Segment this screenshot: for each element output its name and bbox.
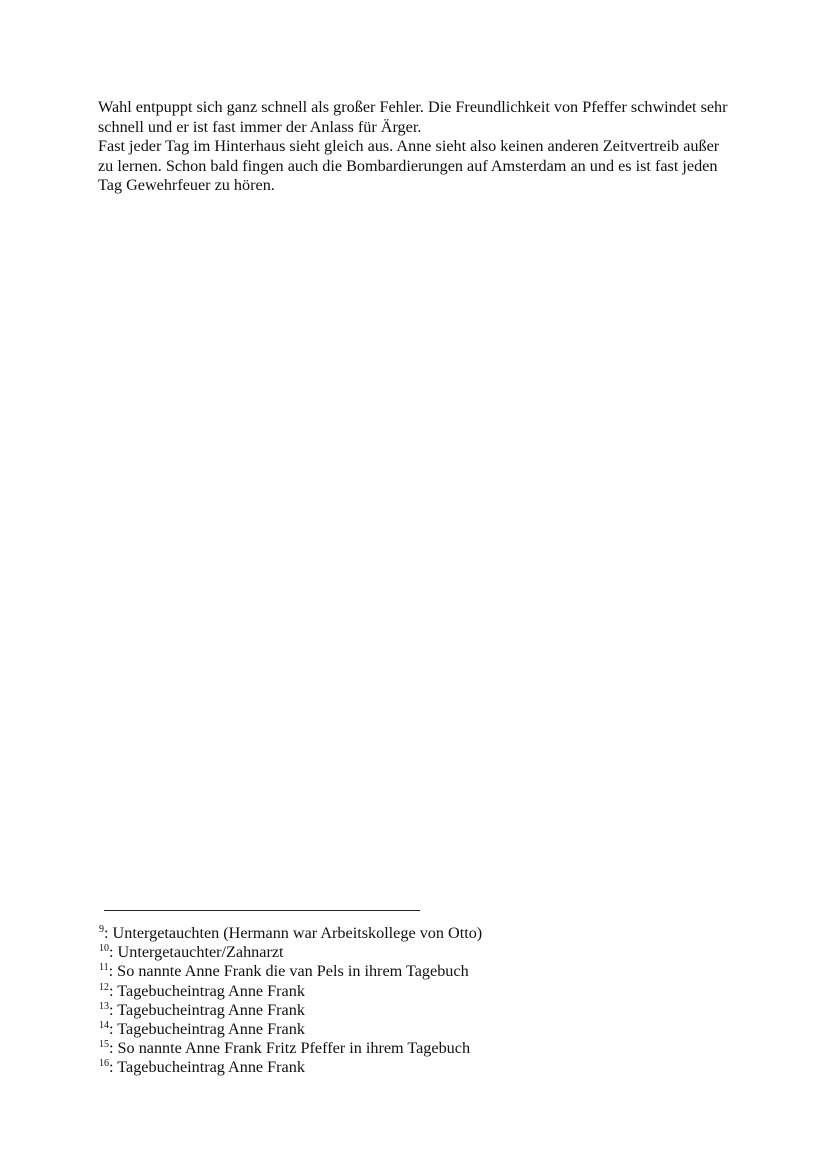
footnote-text: : Tagebucheintrag Anne Frank xyxy=(109,981,305,1000)
footnote-number: 13 xyxy=(99,1000,109,1012)
footnote-text: : Untergetauchten (Hermann war Arbeitskollege von Otto) xyxy=(104,924,483,942)
footnote-number: 9 xyxy=(99,924,104,935)
footnote-item xyxy=(99,943,739,962)
footnote-item xyxy=(99,924,739,943)
paragraph: Fast jeder Tag im Hinterhaus sieht gleich aus. Anne sieht also keinen anderen Zeitvertreib außer zu lernen. Schon bald fingen auch die Bombardierungen auf Amsterdam an und es ist fast jeden Tag Gewehrfeuer zu hören. xyxy=(98,137,720,194)
footnote-text: : Untergetauchter/Zahnarzt xyxy=(109,943,284,962)
footnote-item xyxy=(99,962,739,981)
body-text xyxy=(98,98,738,196)
footnote-number: 14 xyxy=(99,1020,109,1032)
footnote-item xyxy=(99,1039,739,1058)
footnote-text: : Tagebucheintrag Anne Frank xyxy=(109,1058,305,1077)
footnote-separator xyxy=(104,910,420,911)
footnote-text: : So nannte Anne Frank Fritz Pfeffer in ihrem Tagebuch xyxy=(109,1039,471,1058)
footnote-item xyxy=(99,1001,739,1020)
paragraph: Wahl entpuppt sich ganz schnell als großer Fehler. Die Freundlichkeit von Pfeffer schwindet sehr schnell und er ist fast immer der Anlass für Ärger. xyxy=(98,98,728,136)
footnote-number: 11 xyxy=(99,962,109,974)
footnote-item xyxy=(99,1058,739,1077)
footnote-item xyxy=(99,982,739,1001)
footnote-number: 15 xyxy=(99,1039,109,1051)
footnote-text: : Tagebucheintrag Anne Frank xyxy=(109,1000,305,1019)
footnote-number: 16 xyxy=(99,1058,109,1070)
footnote-text: : Tagebucheintrag Anne Frank xyxy=(109,1020,305,1039)
footnote-text: : So nannte Anne Frank die van Pels in ihrem Tagebuch xyxy=(108,962,469,981)
footnote-number: 10 xyxy=(99,943,109,955)
footnote-number: 12 xyxy=(99,981,109,993)
footnote-item xyxy=(99,1020,739,1039)
footnotes xyxy=(99,924,739,1078)
